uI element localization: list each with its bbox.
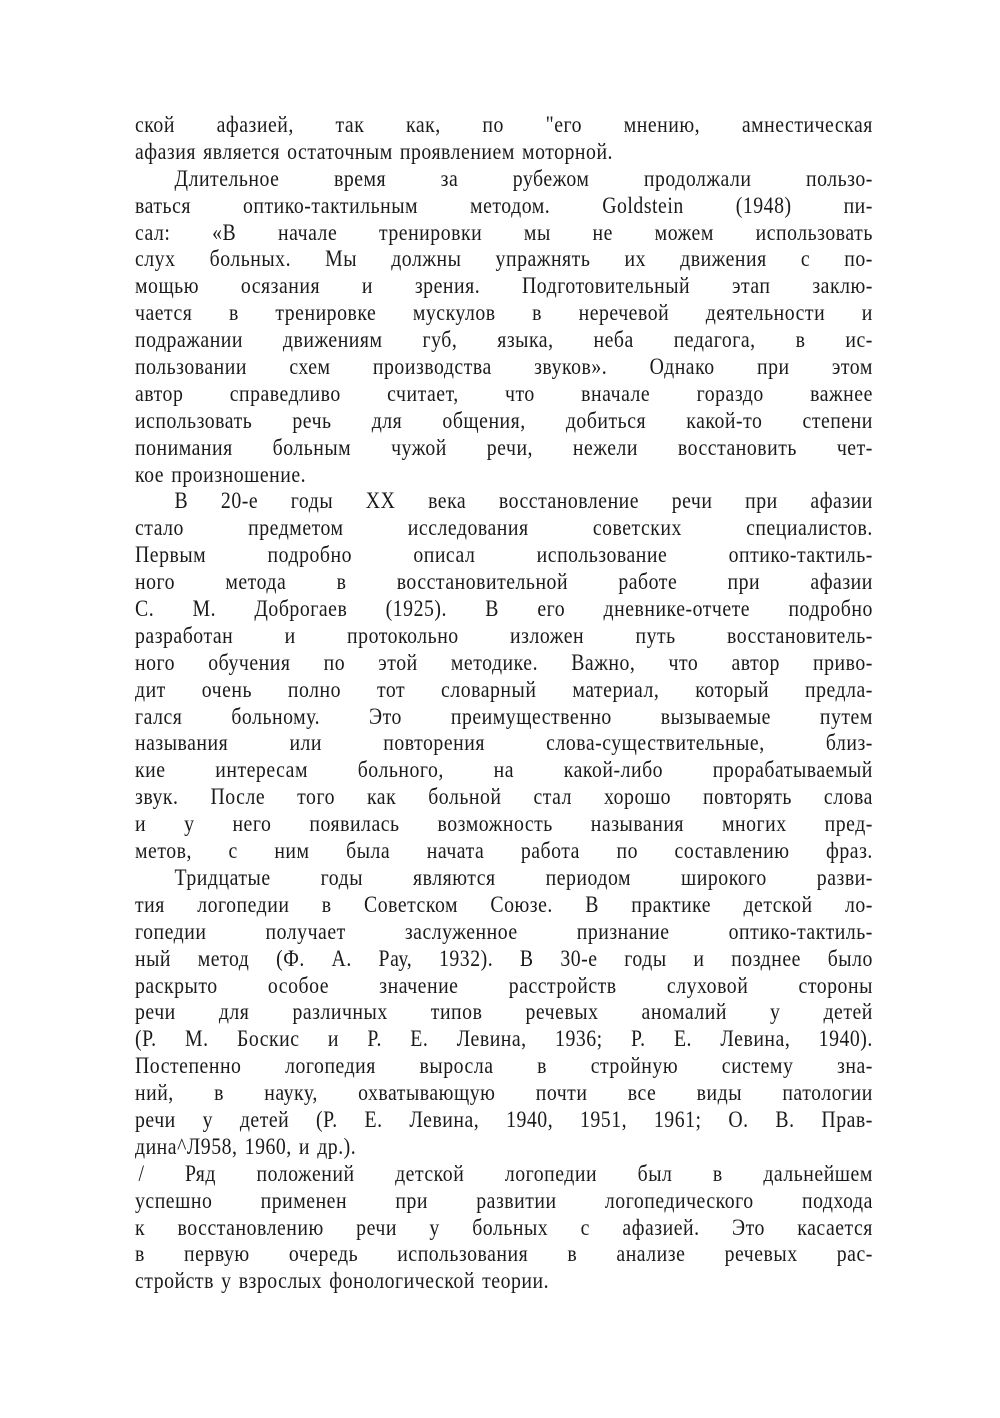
text-line: Первым подробно описал использование оптико-тактиль- bbox=[135, 542, 873, 568]
text-line: дит очень полно тот словарный материал, который предла- bbox=[135, 676, 873, 702]
paragraph bbox=[135, 1161, 873, 1295]
text-line: ской афазией, так как, по "его мнению, амнестическая bbox=[135, 112, 873, 137]
text-line: называния или повторения слова-существительные, близ- bbox=[135, 730, 873, 756]
text-line: успешно применен при развитии логопедического подхода bbox=[135, 1187, 873, 1213]
text-line: ный метод (Ф. А. Рау, 1932). В 30-е годы и позднее было bbox=[135, 945, 873, 971]
text-line: / Ряд положений детской логопедии был в дальнейшем bbox=[138, 1160, 873, 1186]
text-line: кие интересам больного, на какой-либо прорабатываемый bbox=[135, 757, 873, 783]
paragraph bbox=[135, 166, 873, 489]
text-line: (Р. М. Боскис и Р. Е. Левина, 1936; Р. Е. Левина, 1940). bbox=[135, 1026, 873, 1052]
text-line: к восстановлению речи у больных с афазией. Это касается bbox=[135, 1214, 873, 1240]
text-line: и у него появилась возможность называния многих пред- bbox=[135, 811, 873, 837]
paragraph bbox=[135, 112, 873, 166]
text-line: гопедии получает заслуженное признание оптико-тактиль- bbox=[135, 918, 873, 944]
text-line: ний, в науку, охватывающую почти все виды патологии bbox=[135, 1080, 873, 1106]
text-line: кое произношение. bbox=[135, 461, 307, 487]
text-line: афазия является остаточным проявлением моторной. bbox=[135, 138, 614, 164]
paragraph bbox=[135, 865, 873, 1161]
text-line: Длительное время за рубежом продолжали пользо- bbox=[174, 165, 873, 191]
text-line: Тридцатые годы являются периодом широкого разви- bbox=[174, 864, 873, 890]
text-line: С. М. Доброгаев (1925). В его дневнике-отчете подробно bbox=[135, 596, 873, 622]
paragraph bbox=[135, 488, 873, 864]
text-line: Постепенно логопедия выросла в стройную систему зна- bbox=[135, 1053, 873, 1079]
text-line: стало предметом исследования советских специалистов. bbox=[135, 515, 873, 541]
text-line: В 20-е годы XX века восстановление речи при афазии bbox=[174, 488, 873, 514]
text-line: чается в тренировке мускулов в неречевой деятельности и bbox=[135, 300, 873, 326]
text-line: гался больному. Это преимущественно вызываемые путем bbox=[135, 703, 873, 729]
text-line: ного метода в восстановительной работе при афазии bbox=[135, 569, 873, 595]
text-line: слух больных. Мы должны упражнять их движения с по- bbox=[135, 246, 873, 272]
text-line: дина^Л958, 1960, и др.). bbox=[135, 1133, 357, 1159]
text-line: речи у детей (Р. Е. Левина, 1940, 1951, 1961; О. В. Прав- bbox=[135, 1106, 873, 1132]
text-line: сал: «В начале тренировки мы не можем использовать bbox=[135, 219, 873, 245]
text-line: пользовании схем производства звуков». Однако при этом bbox=[135, 354, 873, 380]
text-line: тия логопедии в Советском Союзе. В практике детской ло- bbox=[135, 891, 873, 917]
text-line: раскрыто особое значение расстройств слуховой стороны bbox=[135, 972, 873, 998]
text-line: звук. После того как больной стал хорошо повторять слова bbox=[135, 784, 873, 810]
text-line: метов, с ним была начата работа по составлению фраз. bbox=[135, 838, 873, 864]
text-line: стройств у взрослых фонологической теории. bbox=[135, 1268, 550, 1294]
text-line: мощью осязания и зрения. Подготовительный этап заклю- bbox=[135, 273, 873, 299]
text-line: понимания больным чужой речи, нежели восстановить чет- bbox=[135, 434, 873, 460]
text-line: ваться оптико-тактильным методом. Goldstein (1948) пи- bbox=[135, 192, 873, 218]
text-line: подражании движениям губ, языка, неба педагога, в ис- bbox=[135, 327, 873, 353]
document-page bbox=[135, 112, 873, 1295]
text-line: использовать речь для общения, добиться какой-то степени bbox=[135, 407, 873, 433]
text-line: ного обучения по этой методике. Важно, что автор приво- bbox=[135, 649, 873, 675]
text-line: автор справедливо считает, что вначале гораздо важнее bbox=[135, 380, 873, 406]
text-line: речи для различных типов речевых аномалий у детей bbox=[135, 999, 873, 1025]
text-line: в первую очередь использования в анализе речевых рас- bbox=[135, 1241, 873, 1267]
text-line: разработан и протокольно изложен путь восстановитель- bbox=[135, 622, 873, 648]
